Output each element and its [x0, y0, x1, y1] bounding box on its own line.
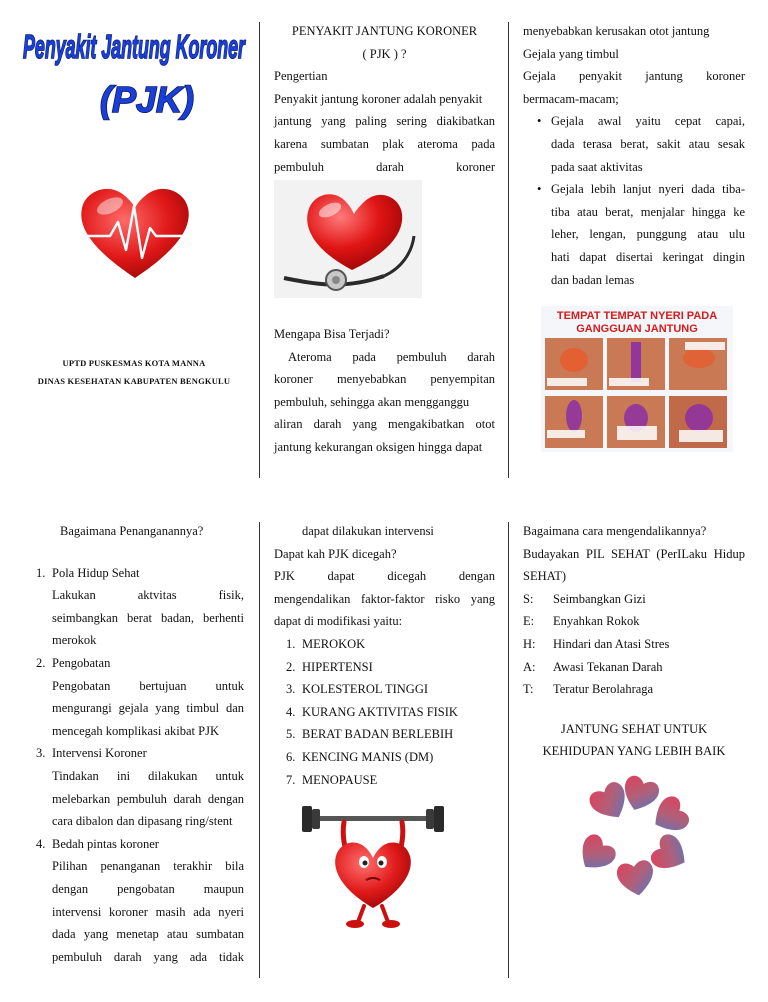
pil-sehat-text-s: Seimbangkan Gizi — [553, 591, 646, 606]
prevention-continuation: dapat dilakukan intervensi — [302, 524, 434, 538]
pil-sehat-row-h — [523, 633, 745, 656]
pil-sehat-row-e — [523, 610, 745, 633]
prevention-panel — [274, 520, 495, 791]
risk-factor-6-number: 6. — [286, 749, 296, 764]
symptoms-continuation: menyebabkan kerusakan otot jantung — [523, 24, 710, 38]
pil-sehat-letter-h: H: — [523, 636, 536, 651]
symptoms-intro-line2: bermacam-macam; — [523, 91, 619, 106]
panel2-heading-line1: PENYAKIT JANTUNG KORONER — [291, 24, 478, 38]
risk-factor-6 — [286, 746, 495, 769]
treatment-item-1-number: 1. — [36, 565, 46, 580]
definition-label: Pengertian — [274, 69, 328, 84]
panel2-heading-line2: ( PJK ) ? — [362, 46, 407, 61]
treatment-item-4-line4: dada yang menetap atau sumbatan — [52, 927, 244, 942]
risk-factor-1-text: MEROKOK — [302, 636, 366, 651]
column-divider-top-right — [508, 22, 509, 478]
symptom-advanced-line1: Gejala lebih lanjut nyeri dada tiba- — [551, 182, 745, 197]
symptom-advanced-line3: leher, lengan, punggung atau ulu — [551, 227, 745, 242]
risk-factor-4 — [286, 701, 495, 724]
org-name-line1: UPTD PUSKESMAS KOTA MANNA — [62, 358, 206, 368]
symptom-early-line1: Gejala awal yaitu cepat capai, — [551, 114, 745, 129]
pain-chart-title-line2: GANGGUAN JANTUNG — [576, 323, 698, 335]
cause-text-line1: Ateroma pada pembuluh darah — [288, 349, 495, 364]
treatment-item-4-line1: Pilihan penanganan terakhir bila — [52, 859, 244, 874]
treatment-item-1-title: Pola Hidup Sehat — [52, 565, 140, 580]
heartbeat-heart-icon — [70, 178, 200, 288]
prevention-question: Dapat kah PJK dicegah? — [274, 546, 397, 561]
treatment-item-3-title: Intervensi Koroner — [52, 746, 147, 761]
treatment-panel — [24, 520, 244, 968]
treatment-item-2-number: 2. — [36, 655, 46, 670]
risk-factor-1-number: 1. — [286, 636, 296, 651]
risk-factor-4-number: 4. — [286, 704, 296, 719]
column-divider-bottom-right — [508, 522, 509, 978]
pil-sehat-text-a: Awasi Tekanan Darah — [553, 659, 663, 674]
symptom-bullet-early — [523, 110, 745, 178]
org-name-line2: DINAS KESEHATAN KABUPATEN BENGKULU — [37, 376, 231, 386]
treatment-item-1-line3: merokok — [52, 633, 97, 648]
symptom-advanced-line2: tiba atau berat, menjalar hingga ke — [551, 204, 745, 219]
risk-factor-2-number: 2. — [286, 659, 296, 674]
column-divider-top-left — [259, 22, 260, 478]
control-intro-line1: Budayakan PIL SEHAT (PerILaku Hidup — [523, 546, 745, 561]
treatment-item-2-line2: mengurangi gejala yang timbul dan — [52, 701, 244, 716]
risk-factor-3-text: KOLESTEROL TINGGI — [302, 682, 429, 697]
prevention-text-line1: PJK dapat dicegah dengan — [274, 569, 495, 584]
pil-sehat-row-t — [523, 678, 745, 701]
risk-factor-1 — [286, 633, 495, 656]
pil-sehat-letter-e: E: — [523, 614, 535, 629]
weightlifting-heart-icon — [298, 800, 448, 930]
symptoms-panel — [523, 20, 745, 291]
torso-grid — [545, 338, 727, 448]
prevention-text-line3: dapat di modifikasi yaitu: — [274, 614, 403, 629]
treatment-item-1-line2: seimbangkan berat badan, berhenti — [52, 610, 244, 625]
symptom-advanced-line5: dan badan lemas — [551, 272, 635, 287]
treatment-item-3-line2: melebarkan pembuluh darah dengan — [52, 791, 244, 806]
risk-factor-5 — [286, 723, 495, 746]
cause-panel — [274, 323, 495, 459]
risk-factor-7-number: 7. — [286, 772, 296, 787]
column-divider-bottom-left — [259, 522, 260, 978]
treatment-item-1-line1: Lakukan aktvitas fisik, — [52, 588, 244, 603]
cause-text-line2: koroner menyebabkan penyempitan — [274, 372, 495, 387]
risk-factor-list — [274, 633, 495, 791]
definition-text-line3: karena sumbatan plak ateroma pada — [274, 136, 495, 151]
heart-circle-icon — [570, 774, 700, 904]
risk-factor-6-text: KENCING MANIS (DM) — [302, 749, 434, 764]
cause-label: Mengapa Bisa Terjadi? — [274, 327, 390, 341]
slogan-line2: KEHIDUPAN YANG LEBIH BAIK — [542, 744, 726, 759]
risk-factor-3 — [286, 678, 495, 701]
pil-sehat-text-t: Teratur Berolahraga — [553, 682, 654, 697]
symptom-early-line2: dada terasa berat, sakit atau sesak — [551, 136, 745, 151]
treatment-list — [24, 562, 244, 969]
risk-factor-5-number: 5. — [286, 727, 296, 742]
bullet-dot-icon: • — [537, 182, 542, 197]
treatment-item-3-line3: cara dibalon dan dipasang ring/stent — [52, 814, 233, 829]
cause-text-line5: jantung kekurangan oksigen hingga dapat — [274, 439, 483, 454]
treatment-item-4-title: Bedah pintas koroner — [52, 836, 159, 851]
cover-title-line2: (PJK) — [99, 79, 195, 120]
pain-locations-chart — [541, 306, 733, 452]
bullet-dot-icon: • — [537, 114, 542, 129]
risk-factor-7-text: MENOPAUSE — [302, 772, 378, 787]
prevention-text-line2: mengendalikan faktor-faktor risko yang — [274, 591, 495, 606]
pil-sehat-text-h: Hindari dan Atasi Stres — [553, 636, 670, 651]
cause-text-line4: aliran darah yang mengakibatkan otot — [274, 417, 495, 432]
treatment-item-3-line1: Tindakan ini dilakukan untuk — [52, 768, 244, 783]
pil-sehat-text-e: Enyahkan Rokok — [553, 614, 640, 629]
slogan-line1: JANTUNG SEHAT UNTUK — [560, 721, 708, 736]
symptom-advanced-line4: hati dapat disertai keringat dingin — [551, 249, 745, 264]
treatment-item-2 — [36, 652, 244, 742]
treatment-item-3 — [36, 742, 244, 832]
cover-title-line1: Penyakit Jantung Koroner — [23, 28, 247, 65]
definition-panel — [274, 20, 495, 178]
treatment-item-2-title: Pengobatan — [52, 655, 111, 670]
treatment-heading: Bagaimana Penanganannya? — [60, 524, 204, 538]
pil-sehat-letter-a: A: — [523, 659, 536, 674]
control-panel — [523, 520, 745, 763]
definition-text-line1: Penyakit jantung koroner adalah penyakit — [274, 91, 483, 106]
definition-text-line2: jantung yang paling sering diakibatkan — [274, 114, 495, 129]
heart-stethoscope-photo — [274, 180, 422, 298]
pil-sehat-letter-t: T: — [523, 682, 534, 697]
risk-factor-2 — [286, 656, 495, 679]
treatment-item-4-line2: dengan pengobatan maupun — [52, 881, 244, 896]
treatment-item-1 — [36, 562, 244, 652]
pil-sehat-row-s — [523, 588, 745, 611]
pain-chart-title-line1: TEMPAT TEMPAT NYERI PADA — [556, 310, 718, 322]
risk-factor-3-number: 3. — [286, 682, 296, 697]
control-intro-line2: SEHAT) — [523, 569, 567, 584]
risk-factor-7 — [286, 769, 495, 792]
treatment-item-4 — [36, 833, 244, 969]
risk-factor-2-text: HIPERTENSI — [302, 659, 373, 674]
treatment-item-3-number: 3. — [36, 746, 46, 761]
treatment-item-4-line5: pembuluh darah yang ada tidak — [52, 949, 244, 964]
pil-sehat-letter-s: S: — [523, 591, 534, 606]
symptom-early-line3: pada saat aktivitas — [551, 159, 643, 174]
control-heading: Bagaimana cara mengendalikannya? — [523, 524, 707, 538]
symptoms-label: Gejala yang timbul — [523, 46, 619, 61]
symptom-bullet-advanced — [523, 178, 745, 291]
treatment-item-2-line3: mencegah komplikasi akibat PJK — [52, 723, 219, 738]
cause-text-line3: pembuluh, sehingga akan mengganggu — [274, 394, 470, 409]
risk-factor-4-text: KURANG AKTIVITAS FISIK — [302, 704, 458, 719]
treatment-item-2-line1: Pengobatan bertujuan untuk — [52, 678, 244, 693]
treatment-item-4-number: 4. — [36, 836, 46, 851]
cover-title — [14, 18, 254, 128]
symptoms-intro-line1: Gejala penyakit jantung koroner — [523, 69, 745, 84]
risk-factor-5-text: BERAT BADAN BERLEBIH — [302, 727, 454, 742]
pil-sehat-row-a — [523, 656, 745, 679]
treatment-item-4-line3: intervensi koroner masih ada nyeri — [52, 904, 244, 919]
definition-text-line4: pembuluh darah koroner — [274, 159, 495, 174]
